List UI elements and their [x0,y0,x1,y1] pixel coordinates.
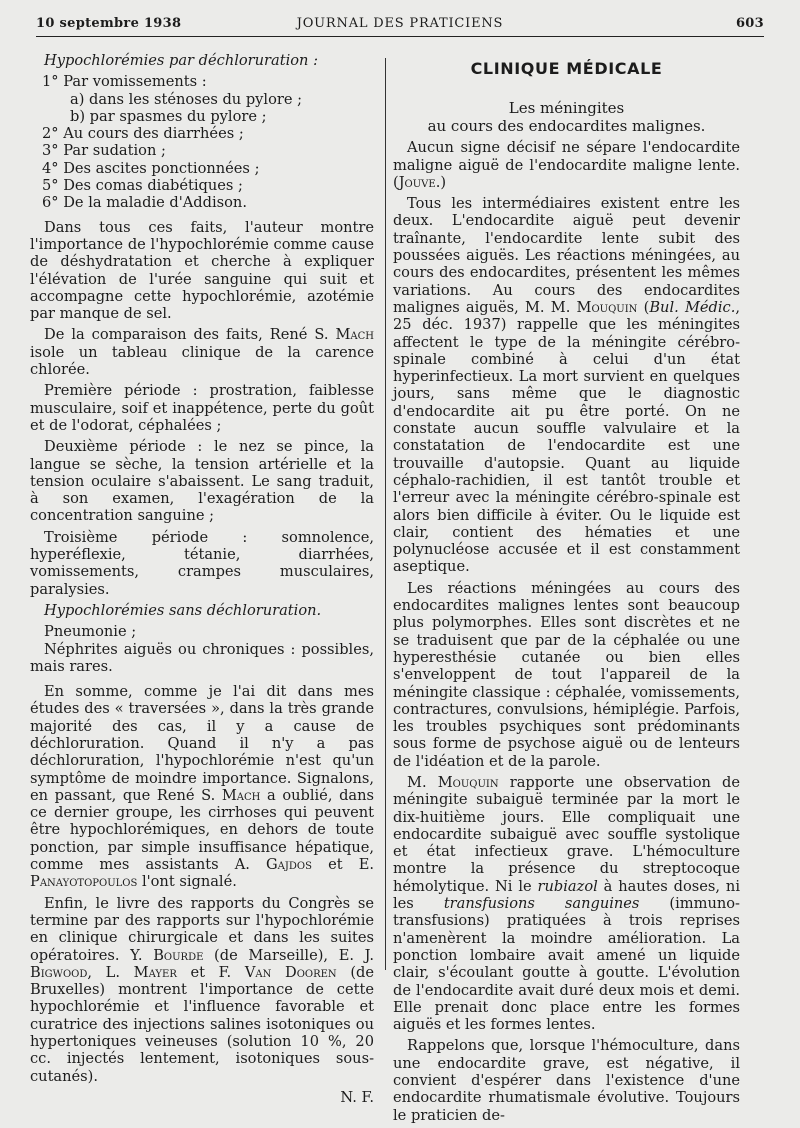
paragraph: Rappelons que, lorsque l'hémoculture, dans une endocardite grave, est négative, il convient d'espérer dans l'existence d'une endocardite rhumatismale évolutive. Toujours le praticien de- [393,1037,740,1124]
section-title: CLINIQUE MÉDICALE [470,59,663,78]
signature: N. F. [340,1088,374,1106]
page-header [36,16,764,36]
paragraph: De la comparaison des faits, René S. Mach isole un tableau clinique de la carence chlorée. [30,326,374,379]
paragraph: Troisième période : somnolence, hyperéflexie, tétanie, diarrhées, vomissements, crampes musculaires, paralysies. [30,528,374,598]
issue-date: 10 septembre 1938 [36,16,182,31]
paragraph: Première période : prostration, faiblesse musculaire, soif et inappétence, perte du goût et de l'odorat, céphalées ; [30,382,374,434]
left-column [30,52,374,1110]
paragraph: Enfin, le livre des rapports du Congrès se termine par des rapports sur l'hypochlorémie en clinique chirurgicale et dans les suites opératoires. Y. Bourde (de Marseille), E. J. Bigwood, L. Mayer et F. Van Dooren (de Bruxelles) montrent l'importance de cette hypochlorémie et l'influence favorable et curatrice des injections salines isotoniques ou hypertoniques veineuses (solution 10 %, 20 cc. injectés lentement, isotoniques sous-cutanés). [30,894,375,1085]
list-item: 6° De la maladie d'Addison. [42,194,247,212]
paragraph: Néphrites aiguës ou chroniques : possibles, mais rares. [30,640,374,675]
author-name: Mach [335,326,374,344]
paragraph: Tous les intermédiaires existent entre les deux. L'endocardite aiguë peut devenir traînante, l'endocardite lente subit des poussées aiguës. Les réactions méningées, au cours des endocardites, présentent les mêmes variations. Au cours des endocardites malignes aiguës, M. M. Mouquin (Bul. Médic., 25 déc. 1937) rappelle que les méningites affectent le type de la méningite cérébro-spinale combiné à celui d'un état hyperinfectieux. La mort survient en quelques jours, sans même que le diagnostic d'endocardite ait pu être porté. On ne constate aucun souffle valvulaire et la constatation de l'endocardite est une trouvaille d'autopsie. Quant au liquide céphalo-rachidien, il est tantôt trouble et l'erreur avec la méningite cérébro-spinale est alors bien difficile à éviter. Ou le liquide est clair, contient des hématies et une polynucléose accusée et il est constamment aseptique. [393,195,740,576]
article-title: Les méningites au cours des endocardites malignes. [427,99,706,136]
list-item: a) dans les sténoses du pylore ; [70,90,303,108]
causes-list [30,73,374,211]
list-item: 3° Par sudation ; [42,142,166,160]
list-item: 4° Des ascites ponctionnées ; [42,159,260,177]
page-number: 603 [735,16,764,31]
list-item: b) par spasmes du pylore ; [70,107,267,125]
paragraph: Dans tous ces faits, l'auteur montre l'importance de l'hypochlorémie comme cause de déshydratation et cherche à expliquer l'élévation de l'urée sanguine qui suit et accompagne cette hypochlorémie, azotémie par manque de sel. [30,218,374,323]
list-item: 2° Au cours des diarrhées ; [42,125,244,143]
list-item: 5° Des comas diabétiques ; [42,177,243,195]
paragraph: Aucun signe décisif ne sépare l'endocardite maligne aiguë de l'endocardite maligne lente. (Jouve.) [393,139,740,191]
heading-hypochloremies-dechloruration: Hypochlorémies par déchloruration : [44,52,318,69]
paragraph: Pneumonie ; [44,623,137,641]
header-rule [36,36,764,37]
column-divider [385,58,386,970]
paragraph: Deuxième période : le nez se pince, la langue se sèche, la tension artérielle et la tension oculaire s'abaissent. Le sang traduit, à son examen, l'exagération de la concentration sanguine ; [30,438,374,525]
heading-hypochloremies-sans: Hypochlorémies sans déchloruration. [44,601,322,619]
right-column [393,52,740,1128]
journal-title: JOURNAL DES PRATICIENS [296,16,504,31]
paragraph: En somme, comme je l'ai dit dans mes études des « traversées », dans la très grande majorité des cas, il y a cause de déchloruration. Quand il n'y a pas déchloruration, l'hypochlorémie n'est qu'un symptôme de moindre importance. Signalons, en passant, que René S. Mach a oublié, dans ce dernier groupe, les cirrhoses qui peuvent être hypochlorémiques, en dehors de toute ponction, par simple insuffisance hépatique, comme mes assistants A. Gajdos et E. Panayotopoulos l'ont signalé. [30,683,374,891]
list-item: 1° Par vomissements : [42,73,207,91]
paragraph: Les réactions méningées au cours des endocardites malignes lentes sont beaucoup plus polymorphes. Elles sont discrètes et ne se traduisent que par de la céphalée ou une hyperesthésie cutanée ou bien elles s'enveloppent de tout l'appareil de la méningite classique : céphalée, vomissements, contractures, convulsions, hémiplégie. Parfois, les troubles psychiques sont prédominants sous forme de psychose aiguë ou de lenteurs de l'idéation et de la parole. [393,579,740,770]
paragraph: M. Mouquin rapporte une observation de méningite subaiguë terminée par la mort le dix-huitième jours. Elle compliquait une endocardite subaiguë avec souffle systolique et état infectieux grave. L'hémoculture montre la présence du streptocoque hémolytique. Ni le rubiazol à hautes doses, ni les transfusions sanguines (immuno-transfusions) pratiquées à trois reprises n'amenèrent la moindre amélioration. La ponction lombaire avait amené un liquide clair, s'écoulant goutte à goutte. L'évolution de l'endocardite avait duré deux mois et demi. Elle prenait donc place entre les formes aiguës et les formes lentes. [393,773,740,1034]
